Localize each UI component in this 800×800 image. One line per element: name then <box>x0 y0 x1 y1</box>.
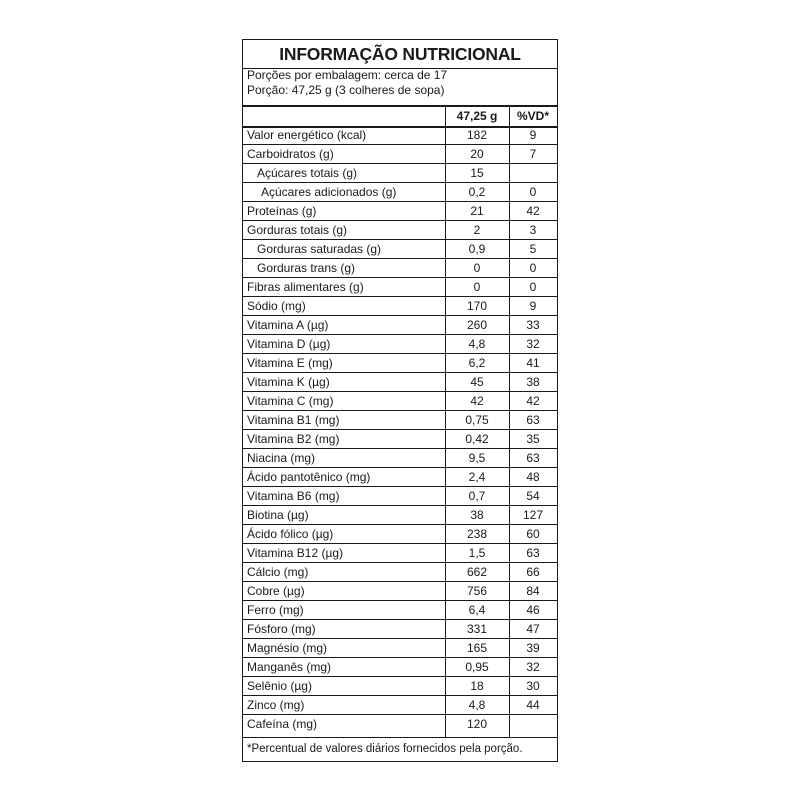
nutrient-name: Magnésio (mg) <box>247 641 328 655</box>
nutrient-name: Fósforo (mg) <box>247 622 316 636</box>
table-row <box>243 126 557 145</box>
table-row <box>243 544 557 563</box>
nutrient-vd: 39 <box>526 641 540 655</box>
table-row <box>243 639 557 658</box>
nutrient-vd: 44 <box>526 698 540 712</box>
nutrient-vd: 32 <box>526 660 540 674</box>
nutrient-amount: 42 <box>470 394 484 408</box>
table-row <box>243 430 557 449</box>
nutrient-vd: 54 <box>526 489 540 503</box>
nutrient-name: Vitamina E (mg) <box>247 356 333 370</box>
nutrient-vd: 33 <box>526 318 540 332</box>
nutrient-vd: 63 <box>526 546 540 560</box>
table-row <box>243 506 557 525</box>
nutrient-name: Vitamina B1 (mg) <box>247 413 340 427</box>
nutrient-vd: 42 <box>526 394 540 408</box>
table-row <box>243 335 557 354</box>
nutrient-amount: 45 <box>470 375 484 389</box>
nutrient-name: Sódio (mg) <box>247 299 306 313</box>
table-row <box>243 145 557 164</box>
nutrient-name: Açúcares adicionados (g) <box>261 185 397 199</box>
nutrient-name: Vitamina K (µg) <box>247 375 330 389</box>
nutrient-vd: 66 <box>526 565 540 579</box>
nutrient-amount: 4,8 <box>468 698 486 712</box>
nutrient-name: Biotina (µg) <box>247 508 309 522</box>
table-row <box>243 221 557 240</box>
nutrient-amount: 21 <box>470 204 484 218</box>
table-row <box>243 620 557 639</box>
nutrient-name: Vitamina B12 (µg) <box>247 546 344 560</box>
nutrition-facts-label <box>242 39 558 762</box>
footnote: *Percentual de valores diários fornecidos pela porção. <box>247 743 523 755</box>
nutrient-amount: 0,7 <box>468 489 486 503</box>
nutrient-amount: 15 <box>470 166 484 180</box>
table-row <box>243 696 557 715</box>
nutrient-vd: 5 <box>529 242 537 256</box>
nutrient-amount: 756 <box>466 584 488 598</box>
nutrient-name: Zinco (mg) <box>247 698 305 712</box>
nutrient-vd: 0 <box>529 261 537 275</box>
nutrient-amount: 120 <box>466 717 488 731</box>
table-row <box>243 468 557 487</box>
nutrient-amount: 6,4 <box>468 603 486 617</box>
nutrient-name: Niacina (mg) <box>247 451 316 465</box>
table-row <box>243 240 557 259</box>
nutrient-vd: 30 <box>526 679 540 693</box>
table-row <box>243 563 557 582</box>
table-row <box>243 259 557 278</box>
nutrient-vd: 3 <box>529 223 537 237</box>
nutrient-name: Selênio (µg) <box>247 679 312 693</box>
nutrient-vd: 9 <box>529 299 537 313</box>
nutrient-amount: 0 <box>473 261 481 275</box>
nutrient-name: Ácido pantotênico (mg) <box>247 470 371 484</box>
nutrient-amount: 2 <box>473 223 481 237</box>
nutrient-amount: 38 <box>470 508 484 522</box>
table-row <box>243 601 557 620</box>
servings-per-package: Porções por embalagem: cerca de 17 <box>247 68 448 82</box>
table-row <box>243 354 557 373</box>
table-row <box>243 316 557 335</box>
nutrient-amount: 0,95 <box>465 660 489 674</box>
nutrient-amount: 0 <box>473 280 481 294</box>
nutrient-name: Proteínas (g) <box>247 204 317 218</box>
nutrient-vd: 47 <box>526 622 540 636</box>
nutrient-vd: 9 <box>529 128 537 142</box>
nutrient-name: Gorduras totais (g) <box>247 223 348 237</box>
nutrient-amount: 238 <box>466 527 488 541</box>
table-row <box>243 487 557 506</box>
nutrient-amount: 20 <box>470 147 484 161</box>
table-row <box>243 297 557 316</box>
nutrient-vd: 7 <box>529 147 537 161</box>
nutrient-name: Ferro (mg) <box>247 603 304 617</box>
nutrient-name: Valor energético (kcal) <box>247 128 367 142</box>
nutrient-vd: 41 <box>526 356 540 370</box>
nutrient-vd: 127 <box>522 508 544 522</box>
nutrient-name: Gorduras saturadas (g) <box>257 242 382 256</box>
nutrient-amount: 331 <box>466 622 488 636</box>
nutrient-amount: 260 <box>466 318 488 332</box>
nutrient-name: Cobre (µg) <box>247 584 305 598</box>
table-row <box>243 392 557 411</box>
nutrient-vd: 38 <box>526 375 540 389</box>
nutrient-amount: 662 <box>466 565 488 579</box>
nutrient-vd: 0 <box>529 280 537 294</box>
nutrient-vd: 46 <box>526 603 540 617</box>
nutrient-vd: 0 <box>529 185 537 199</box>
nutrient-amount: 0,2 <box>468 185 486 199</box>
nutrient-name: Vitamina C (mg) <box>247 394 334 408</box>
nutrient-amount: 0,75 <box>465 413 489 427</box>
nutrient-amount: 182 <box>466 128 488 142</box>
table-row <box>243 715 557 734</box>
table-row <box>243 164 557 183</box>
table-row <box>243 677 557 696</box>
nutrient-vd: 35 <box>526 432 540 446</box>
nutrient-vd: 48 <box>526 470 540 484</box>
amount-column-header: 47,25 g <box>456 109 498 123</box>
nutrient-name: Vitamina B2 (mg) <box>247 432 340 446</box>
nutrient-name: Vitamina B6 (mg) <box>247 489 340 503</box>
table-row <box>243 658 557 677</box>
table-row <box>243 183 557 202</box>
nutrient-amount: 18 <box>470 679 484 693</box>
nutrient-table <box>243 126 557 734</box>
table-row <box>243 278 557 297</box>
nutrient-name: Manganês (mg) <box>247 660 332 674</box>
nutrient-amount: 4,8 <box>468 337 486 351</box>
nutrient-name: Gorduras trans (g) <box>257 261 356 275</box>
nutrient-name: Vitamina D (µg) <box>247 337 331 351</box>
nutrient-amount: 2,4 <box>468 470 486 484</box>
nutrient-vd: 63 <box>526 451 540 465</box>
nutrient-name: Ácido fólico (µg) <box>247 527 334 541</box>
nutrient-amount: 0,9 <box>468 242 486 256</box>
table-row <box>243 449 557 468</box>
table-row <box>243 582 557 601</box>
table-row <box>243 202 557 221</box>
nutrient-vd: 32 <box>526 337 540 351</box>
nutrient-name: Vitamina A (µg) <box>247 318 329 332</box>
serving-size: Porção: 47,25 g (3 colheres de sopa) <box>247 83 445 97</box>
vd-column-header: %VD* <box>516 109 549 123</box>
nutrient-name: Cálcio (mg) <box>247 565 309 579</box>
nutrient-amount: 1,5 <box>468 546 486 560</box>
nutrient-vd: 63 <box>526 413 540 427</box>
nutrient-vd: 84 <box>526 584 540 598</box>
nutrient-amount: 9,5 <box>468 451 486 465</box>
nutrient-amount: 170 <box>466 299 488 313</box>
serving-info <box>247 68 447 98</box>
nutrient-amount: 165 <box>466 641 488 655</box>
nutrient-amount: 6,2 <box>468 356 486 370</box>
nutrient-name: Cafeína (mg) <box>247 717 318 731</box>
nutrient-name: Fibras alimentares (g) <box>247 280 364 294</box>
nutrient-name: Açúcares totais (g) <box>257 166 358 180</box>
label-title: INFORMAÇÃO NUTRICIONAL <box>279 44 521 64</box>
table-row <box>243 373 557 392</box>
table-row <box>243 525 557 544</box>
nutrient-vd: 42 <box>526 204 540 218</box>
nutrient-vd: 60 <box>526 527 540 541</box>
table-row <box>243 411 557 430</box>
nutrient-name: Carboidratos (g) <box>247 147 334 161</box>
nutrient-amount: 0,42 <box>465 432 489 446</box>
